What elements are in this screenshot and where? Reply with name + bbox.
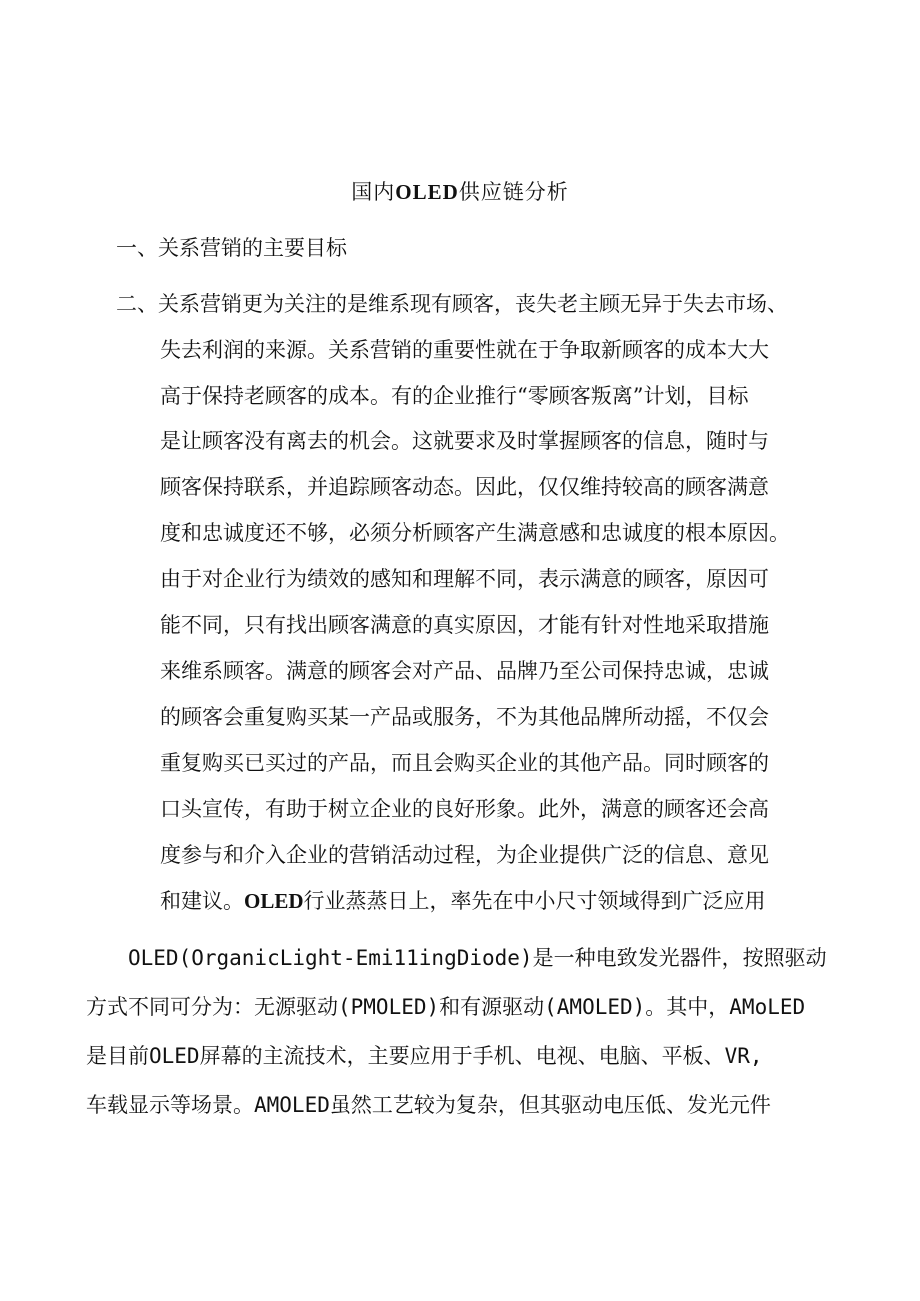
- document-title: [0, 176, 920, 208]
- section-2-line: 重复购买已买过的产品，而且会购买企业的其他产品。同时顾客的: [160, 751, 769, 775]
- section-2-line: 二、关系营销更为关注的是维系现有顾客，丧失老主顾无异于失去市场、: [116, 292, 788, 316]
- oled-paragraph-line: OLED(OrganicLight-Emi11ingDiode)是一种电致发光器件，按照驱动: [128, 946, 827, 970]
- section-2-line: 来维系顾客。满意的顾客会对产品、品牌乃至公司保持忠诚，忠诚: [160, 659, 769, 683]
- section-2-line: 失去利润的来源。关系营销的重要性就在于争取新顾客的成本大大: [160, 338, 769, 362]
- section-2-line: 高于保持老顾客的成本。有的企业推行“零顾客叛离”计划，目标: [160, 384, 749, 408]
- section-2-line: 由于对企业行为绩效的感知和理解不同，表示满意的顾客，原因可: [160, 567, 769, 591]
- section-2-line: 顾客保持联系，并追踪顾客动态。因此，仅仅维持较高的顾客满意: [160, 475, 769, 499]
- title-suffix: 供应链分析: [458, 180, 569, 204]
- section-2-line: 度参与和介入企业的营销活动过程，为企业提供广泛的信息、意见: [160, 843, 769, 867]
- oled-paragraph-line: 方式不同可分为：无源驱动(PMOLED)和有源驱动(AMOLED)。其中，AMoLED: [86, 995, 806, 1019]
- section-2-line: 口头宣传，有助于树立企业的良好形象。此外，满意的顾客还会高: [160, 797, 769, 821]
- title-prefix: 国内: [351, 180, 396, 204]
- section-2-line: 度和忠诚度还不够，必须分析顾客产生满意感和忠诚度的根本原因。: [160, 521, 790, 545]
- oled-paragraph-line: 车载显示等场景。AMOLED虽然工艺较为复杂，但其驱动电压低、发光元件: [86, 1093, 771, 1117]
- title-oled: OLED: [395, 180, 459, 204]
- last-line-oled: OLED: [244, 889, 304, 913]
- last-line-suffix: 行业蒸蒸日上，率先在中小尺寸领域得到广泛应用: [303, 889, 766, 913]
- oled-paragraph-line: 是目前OLED屏幕的主流技术，主要应用于手机、电视、电脑、平板、VR,: [86, 1044, 763, 1068]
- section-2-line: 能不同，只有找出顾客满意的真实原因，才能有针对性地采取措施: [160, 613, 769, 637]
- section-2-line: 是让顾客没有离去的机会。这就要求及时掌握顾客的信息，随时与: [160, 429, 769, 453]
- last-line-prefix: 和建议。: [160, 889, 244, 913]
- section-2-last-line: [160, 885, 766, 917]
- section-heading-1: 一、关系营销的主要目标: [116, 236, 347, 260]
- section-2-line: 的顾客会重复购买某一产品或服务，不为其他品牌所动摇，不仅会: [160, 705, 769, 729]
